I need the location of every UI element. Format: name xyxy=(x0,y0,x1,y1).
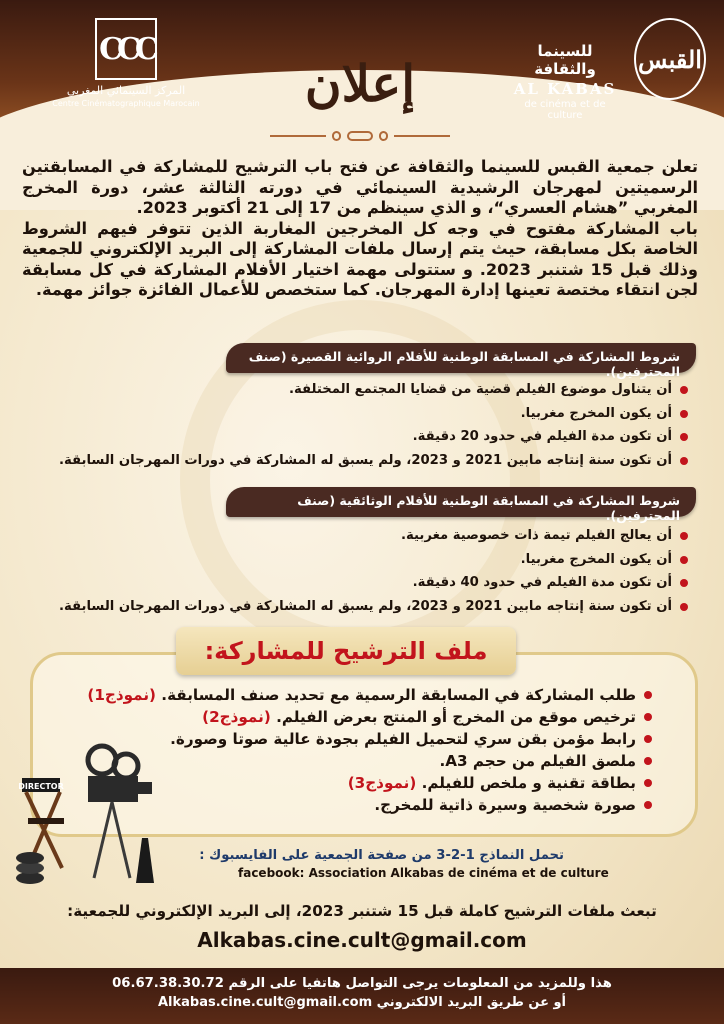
list-item: أن يتناول موضوع الفيلم قضية من قضايا المجتمع المختلفة. xyxy=(59,378,688,402)
list-item: أن تكون سنة إنتاجه مابين 2021 و 2023، ولم يسبق له المشاركة في دورات المهرجان السابقة. xyxy=(59,595,688,619)
alkabas-wordmark xyxy=(506,42,624,121)
list-item: أن يكون المخرج مغربيا. xyxy=(59,402,688,426)
documentary-conditions-list xyxy=(59,524,688,618)
title-ornament xyxy=(270,128,450,144)
documentary-conditions-heading: شروط المشاركة في المسابقة الوطنية للأفلام الوثائقية (صنف المحترفين). xyxy=(226,487,696,517)
intro-paragraph-2: باب المشاركة مفتوح في وجه كل المخرجين المغاربة الذين تتوفر فيهم الشروط الخاصة بكل مسابقة، حيث يتم إرسال ملفات المشاركة إلى البريد الإلكتروني للجمعية وذلك قبل 15 شتنبر 2023. و ستتولى مهمة اختيار الأفلام المشاركة في كل مسابقة لجن انتقاء مختصة تعينها إدارة المهرجان. كما ستخصص للأعمال الفائزة جوائز مهمة. xyxy=(22,218,698,299)
dossier-list xyxy=(87,684,652,816)
alkabas-name-en: AL KABAS xyxy=(513,80,617,98)
list-item: رابط مؤمن بقن سري لتحميل الفيلم بجودة عالية صوتا وصورة. xyxy=(87,728,652,750)
list-item: أن تكون مدة الفيلم في حدود 20 دقيقة. xyxy=(59,425,688,449)
svg-text:DIRECTOR: DIRECTOR xyxy=(18,782,64,791)
list-item: أن يعالج الفيلم تيمة ذات خصوصية مغربية. xyxy=(59,524,688,548)
fiction-conditions-heading: شروط المشاركة في المسابقة الوطنية للأفلام الروائية القصيرة (صنف المحترفين). xyxy=(226,343,696,373)
ccm-name-ar: المركز السينمائي المغربي xyxy=(66,84,186,97)
alkabas-name-fr: de cinéma et de culture xyxy=(524,99,606,121)
intro-text xyxy=(22,157,698,301)
fiction-conditions-list xyxy=(59,378,688,472)
director-chair-camera-icon xyxy=(14,738,164,888)
footer-email-line: أو عن طريق البريد الالكتروني Alkabas.cine.cult@gmail.com xyxy=(157,995,567,1010)
list-item: طلب المشاركة في المسابقة الرسمية مع تحديد صنف المسابقة. (نموذج1) xyxy=(87,684,652,706)
intro-paragraph-1: تعلن جمعية القبس للسينما والثقافة عن فتح باب الترشيح للمشاركة في المسابقتين الرسميتين لمهرجان الرشيدية السينمائي في دورته الثالثة عشر، دورة المخرج المغربي ”هشام العسري“، و الذي سينظم من 17 إلى 21 أكتوبر 2023. xyxy=(22,157,698,217)
ccm-logo-mark: CCC xyxy=(95,18,157,80)
footer-phone-line: هذا وللمزيد من المعلومات يرجى التواصل هاتفيا على الرقم 06.67.38.30.72 xyxy=(112,976,612,991)
list-item: أن تكون مدة الفيلم في حدود 40 دقيقة. xyxy=(59,571,688,595)
list-item: صورة شخصية وسيرة ذاتية للمخرج. xyxy=(87,794,652,816)
list-item: ملصق الفيلم من حجم A3. xyxy=(87,750,652,772)
list-item: ترخيص موقع من المخرج أو المنتج بعرض الفيلم. (نموذج2) xyxy=(87,706,652,728)
list-item: بطاقة تقنية و ملخص للفيلم. (نموذج3) xyxy=(87,772,652,794)
alkabas-logo xyxy=(506,18,706,128)
dossier-title: ملف الترشيح للمشاركة: xyxy=(176,627,516,675)
ccm-logo xyxy=(46,18,206,118)
alkabas-emblem: القبس xyxy=(634,18,706,100)
list-item: أن يكون المخرج مغربيا. xyxy=(59,548,688,572)
contact-email: Alkabas.cine.cult@gmail.com xyxy=(197,928,527,952)
page-title: إعلان xyxy=(304,54,416,113)
send-instructions: تبعث ملفات الترشيح كاملة قبل 15 شتنبر 2023، إلى البريد الإلكتروني للجمعية: xyxy=(67,902,657,920)
download-instructions-ar: تحمل النماذج 1-2-3 من صفحة الجمعية على الفايسبوك : xyxy=(199,848,564,863)
footer-band xyxy=(0,968,724,1024)
list-item: أن تكون سنة إنتاجه مابين 2021 و 2023، ولم يسبق له المشاركة في دورات المهرجان السابقة. xyxy=(59,449,688,473)
alkabas-name-ar: للسينما والثقافة xyxy=(534,42,596,78)
ccm-name-fr: Centre Cinématographique Marocain xyxy=(52,99,200,108)
facebook-page-label: facebook: Association Alkabas de cinéma et de culture xyxy=(238,866,609,880)
